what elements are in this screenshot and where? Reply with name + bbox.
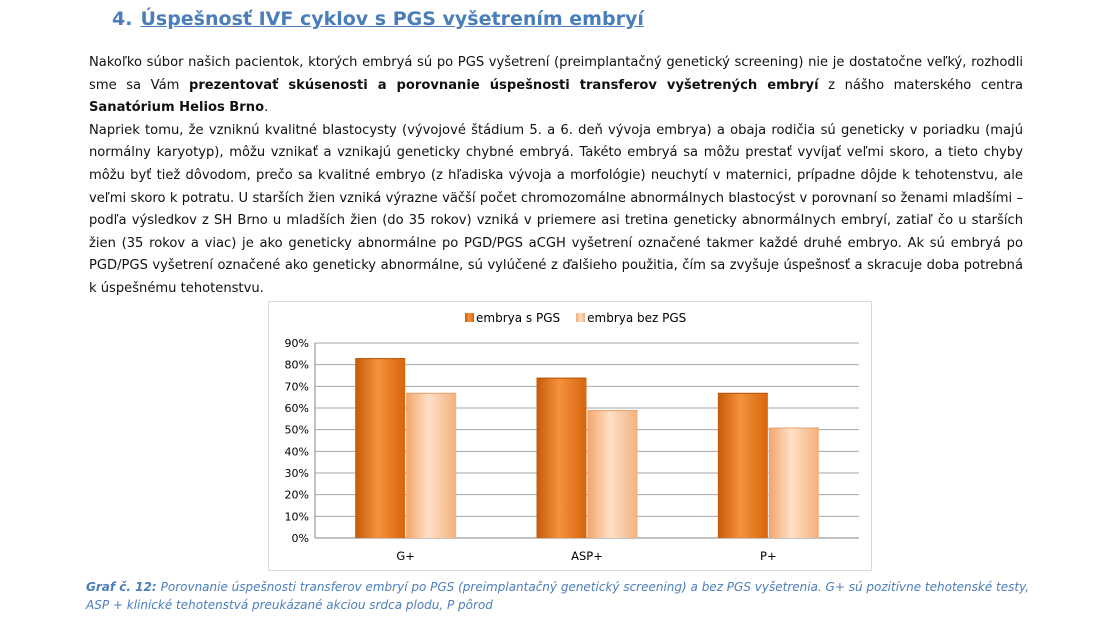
bar-without-pgs <box>588 410 638 538</box>
legend-swatch <box>576 313 585 322</box>
legend-label: embrya s PGS <box>476 311 561 325</box>
legend-label: embrya bez PGS <box>587 311 687 325</box>
caption-label: Graf č. 12: <box>86 580 157 594</box>
x-tick-label: P+ <box>760 549 777 563</box>
y-tick-label: 70% <box>284 380 309 394</box>
body-text <box>89 52 1023 301</box>
x-tick-label: G+ <box>396 549 415 563</box>
bar-chart <box>269 302 871 570</box>
paragraph-intro-part1: Nakoľko súbor našich pacientok, ktorých embryá sú po PGS vyšetrení (preimplantačný genetický screening) nie je dostatočne veľký, rozhodli sme sa Vám <box>89 55 1023 93</box>
y-tick-label: 90% <box>284 337 309 350</box>
bar-with-pgs <box>355 358 405 538</box>
y-tick-label: 50% <box>284 423 309 437</box>
paragraph-intro-bold1: prezentovať skúsenosti a porovnanie úspešnosti transferov vyšetrených embryí <box>188 77 819 93</box>
paragraph-intro <box>89 52 1023 120</box>
y-tick-label: 80% <box>284 358 309 372</box>
y-tick-label: 40% <box>284 445 309 459</box>
legend-swatch <box>465 313 474 322</box>
section-heading <box>112 8 644 30</box>
bar-without-pgs <box>406 393 456 538</box>
y-tick-label: 20% <box>284 488 309 502</box>
paragraph-intro-part2: z nášho materského centra <box>818 77 1023 93</box>
bar-with-pgs <box>537 378 587 538</box>
bar-without-pgs <box>769 428 819 539</box>
caption-text: Porovnanie úspešnosti transferov embryí po PGS (preimplantačný genetický screening) a bez PGS vyšetrenia. G+ sú pozitívne tehotenské testy, ASP + klinické tehotenstvá preukázané akciou srdca plodu, P pôrod <box>86 580 1030 612</box>
bar-with-pgs <box>718 393 768 538</box>
paragraph-intro-part3: . <box>264 100 269 116</box>
y-tick-label: 60% <box>284 402 309 415</box>
section-title: Úspešnosť IVF cyklov s PGS vyšetrením embryí <box>140 8 644 30</box>
paragraph-intro-bold2: Sanatórium Helios Brno <box>89 100 265 116</box>
section-number: 4. <box>112 8 133 30</box>
y-tick-label: 10% <box>284 510 309 524</box>
x-tick-label: ASP+ <box>571 549 603 563</box>
chart-frame <box>268 301 872 571</box>
y-tick-label: 0% <box>291 532 309 545</box>
paragraph-genetics: Napriek tomu, že vzniknú kvalitné blastocysty (vývojové štádium 5. a 6. deň vývoja embrya) a obaja rodičia sú geneticky v poriadku (majú normálny karyotyp), môžu vznikať a vznikajú geneticky chybné embryá. Takéto embryá sa môžu prestať vyvíjať veľmi skoro, a tieto chyby môžu byť tiež dôvodom, prečo sa kvalitné embryo (z hľadiska vývoja a morfológie) neuchytí v maternici, prípadne dôjde k tehotenstvu, ale veľmi skoro k potratu. U starších žien vzniká výrazne väčší počet chromozomálne abnormálnych blastocýst v porovnaní so ženami mladšími – podľa výsledkov z SH Brno u mladších žien (do 35 rokov) vzniká v priemere asi tretina geneticky abnormálnych embryí, zatiaľ čo u starších žien (35 rokov a viac) je ako geneticky abnormálne po PGD/PGS aCGH vyšetrení označené takmer každé druhé embryo. Ak sú embryá po PGD/PGS vyšetrení označené ako geneticky abnormálne, sú vylúčené z ďalšieho použitia, čím sa zvyšuje úspešnosť a skracuje doba potrebná k úspešnému tehotenstvu. <box>89 122 1023 296</box>
figure-caption <box>86 578 1046 614</box>
y-tick-label: 30% <box>284 467 309 480</box>
